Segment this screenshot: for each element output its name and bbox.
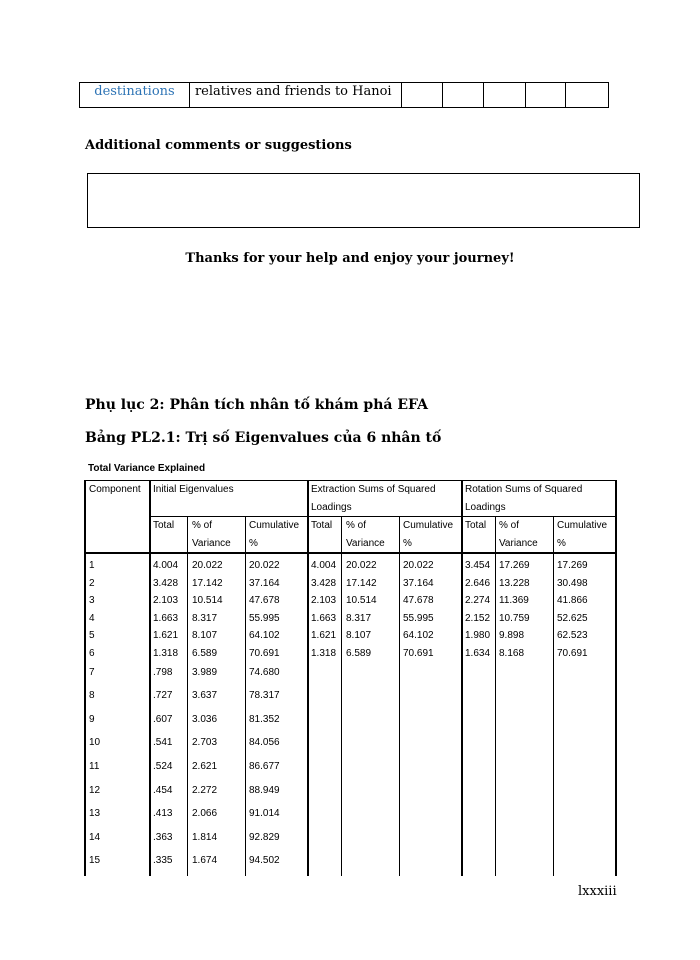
rotation-value: 1.634 (465, 648, 491, 659)
extraction-value: 37.164 (403, 577, 434, 589)
initial-value: 2.272 (192, 784, 218, 796)
header-initial-eigenvalues: Initial Eigenvalues (153, 484, 234, 495)
extraction-value: 2.103 (311, 595, 337, 607)
rotation-value: 1.980 (465, 630, 491, 642)
rotation-value: 30.498 (557, 577, 588, 589)
extraction-value: 70.691 (403, 648, 434, 659)
column-divider (187, 516, 188, 876)
header-rotation-line1: Rotation Sums of Squared (465, 484, 583, 495)
initial-value: 37.164 (249, 577, 280, 589)
header-rotation-line2: Loadings (465, 502, 506, 513)
rotation-value: 17.269 (557, 560, 588, 571)
rating-cell-3[interactable] (484, 83, 526, 107)
column-divider (341, 516, 342, 876)
header-cumulative: Cumulative (403, 520, 454, 531)
extraction-value: 3.428 (311, 577, 337, 589)
header-total: Total (153, 520, 175, 531)
header-total: Total (465, 520, 487, 531)
extraction-value: 1.663 (311, 612, 337, 624)
rotation-value: 2.274 (465, 595, 491, 607)
component-number: 5 (89, 630, 95, 642)
column-divider (553, 516, 554, 876)
initial-value: 91.014 (249, 808, 280, 820)
header-pct-variance-line2: Variance (499, 538, 538, 549)
header-divider (149, 516, 616, 517)
initial-value: 88.949 (249, 784, 280, 796)
extraction-value: 20.022 (403, 560, 434, 571)
rotation-value: 9.898 (499, 630, 525, 642)
component-number: 1 (89, 560, 95, 571)
header-bottom-rule (84, 552, 616, 554)
initial-value: .607 (153, 713, 173, 725)
header-extraction-line2: Loadings (311, 502, 352, 513)
initial-value: 2.703 (192, 737, 218, 749)
initial-value: 6.589 (192, 648, 218, 659)
initial-value: 3.428 (153, 577, 179, 589)
extraction-value: 1.318 (311, 648, 337, 659)
column-divider (495, 516, 496, 876)
rating-cell-5[interactable] (566, 83, 608, 107)
initial-value: 2.103 (153, 595, 179, 607)
survey-table-row (79, 82, 609, 108)
initial-value: .727 (153, 690, 173, 702)
component-number: 6 (89, 648, 95, 659)
header-pct-variance: % of (499, 520, 520, 531)
description-cell: relatives and friends to Hanoi (190, 83, 402, 107)
component-number: 12 (89, 784, 101, 796)
initial-value: .541 (153, 737, 173, 749)
component-number: 4 (89, 612, 95, 624)
header-cumulative-line2: % (557, 538, 566, 549)
comments-label: Additional comments or suggestions (85, 138, 352, 153)
initial-value: 94.502 (249, 855, 280, 867)
initial-value: 81.352 (249, 713, 280, 725)
header-pct-variance-line2: Variance (192, 538, 231, 549)
initial-value: 4.004 (153, 560, 179, 571)
rotation-value: 52.625 (557, 612, 588, 624)
initial-value: .454 (153, 784, 173, 796)
initial-value: 3.036 (192, 713, 218, 725)
rating-cell-4[interactable] (526, 83, 567, 107)
column-group-divider (307, 480, 309, 876)
extraction-value: 4.004 (311, 560, 337, 571)
rating-cell-2[interactable] (443, 83, 485, 107)
column-group-divider (149, 480, 151, 876)
rotation-value: 11.369 (499, 595, 529, 607)
header-total: Total (311, 520, 333, 531)
initial-value: 1.674 (192, 855, 218, 867)
extraction-value: 20.022 (346, 560, 377, 571)
comments-field[interactable] (87, 173, 640, 228)
header-cumulative-line2: % (249, 538, 258, 549)
rotation-value: 62.523 (557, 630, 588, 642)
thanks-message: Thanks for your help and enjoy your journey! (185, 251, 515, 266)
total-variance-grid (84, 480, 616, 876)
header-extraction-line1: Extraction Sums of Squared (311, 484, 436, 495)
initial-value: 84.056 (249, 737, 280, 749)
initial-value: .524 (153, 761, 173, 772)
header-component: Component (89, 484, 141, 495)
rotation-value: 8.168 (499, 648, 525, 659)
page-number: lxxxiii (578, 884, 617, 899)
header-pct-variance: % of (192, 520, 213, 531)
component-number: 13 (89, 808, 101, 820)
initial-value: 47.678 (249, 595, 280, 607)
initial-value: .798 (153, 666, 173, 678)
rotation-value: 41.866 (557, 595, 588, 607)
initial-value: 8.107 (192, 630, 218, 642)
initial-value: 92.829 (249, 831, 280, 843)
rating-cell-1[interactable] (402, 83, 443, 107)
extraction-value: 1.621 (311, 630, 337, 642)
initial-value: 20.022 (192, 560, 223, 571)
table-border-top (84, 480, 616, 481)
component-number: 7 (89, 666, 95, 678)
header-cumulative: Cumulative (557, 520, 608, 531)
component-number: 2 (89, 577, 95, 589)
extraction-value: 6.589 (346, 648, 372, 659)
appendix-title: Phụ lục 2: Phân tích nhân tố khám phá EFA (85, 397, 428, 413)
rotation-value: 3.454 (465, 560, 491, 571)
initial-value: 1.663 (153, 612, 179, 624)
column-group-divider (615, 480, 617, 876)
rotation-value: 13.228 (499, 577, 530, 589)
initial-value: 1.814 (192, 831, 218, 843)
component-number: 8 (89, 690, 95, 702)
initial-value: 70.691 (249, 648, 280, 659)
total-variance-title: Total Variance Explained (88, 463, 206, 474)
initial-value: 86.677 (249, 761, 280, 772)
component-number: 3 (89, 595, 95, 607)
component-number: 9 (89, 713, 95, 725)
header-pct-variance-line2: Variance (346, 538, 385, 549)
initial-value: .413 (153, 808, 173, 820)
total-variance-table (84, 480, 616, 876)
component-number: 15 (89, 855, 101, 867)
initial-value: 3.989 (192, 666, 218, 678)
extraction-value: 17.142 (346, 577, 377, 589)
initial-value: 2.066 (192, 808, 218, 820)
rotation-value: 17.269 (499, 560, 530, 571)
header-cumulative-line2: % (403, 538, 412, 549)
rotation-value: 2.646 (465, 577, 491, 589)
initial-value: 1.318 (153, 648, 179, 659)
destinations-cell: destinations (80, 83, 190, 107)
initial-value: 64.102 (249, 630, 280, 642)
extraction-value: 55.995 (403, 612, 434, 624)
extraction-value: 47.678 (403, 595, 434, 607)
component-number: 11 (89, 761, 100, 772)
initial-value: 1.621 (153, 630, 179, 642)
initial-value: 78.317 (249, 690, 280, 702)
initial-value: 74.680 (249, 666, 280, 678)
extraction-value: 10.514 (346, 595, 377, 607)
column-divider (399, 516, 400, 876)
initial-value: .335 (153, 855, 173, 867)
extraction-value: 64.102 (403, 630, 434, 642)
initial-value: .363 (153, 831, 173, 843)
header-pct-variance: % of (346, 520, 367, 531)
rotation-value: 10.759 (499, 612, 530, 624)
initial-value: 20.022 (249, 560, 280, 571)
extraction-value: 8.317 (346, 612, 372, 624)
initial-value: 2.621 (192, 761, 218, 772)
header-cumulative: Cumulative (249, 520, 300, 531)
rotation-value: 2.152 (465, 612, 491, 624)
initial-value: 55.995 (249, 612, 280, 624)
extraction-value: 8.107 (346, 630, 372, 642)
table-border-left (84, 480, 86, 876)
initial-value: 8.317 (192, 612, 218, 624)
component-number: 14 (89, 831, 101, 843)
column-group-divider (461, 480, 463, 876)
initial-value: 10.514 (192, 595, 223, 607)
initial-value: 17.142 (192, 577, 223, 589)
component-number: 10 (89, 737, 101, 749)
initial-value: 3.637 (192, 690, 218, 702)
table-title: Bảng PL2.1: Trị số Eigenvalues của 6 nhân tố (85, 430, 442, 446)
column-divider (245, 516, 246, 876)
rotation-value: 70.691 (557, 648, 588, 659)
